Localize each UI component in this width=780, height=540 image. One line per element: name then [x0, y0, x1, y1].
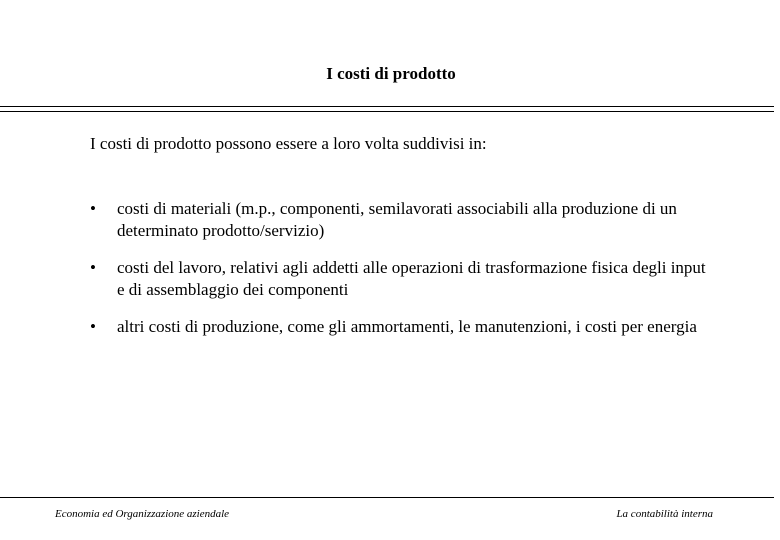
bullet-text: costi di materiali (m.p., componenti, semilavorati associabili alla produzione di un determinato prodotto/servizio)	[117, 199, 677, 240]
bullet-icon: •	[90, 317, 96, 336]
slide-title: I costi di prodotto	[326, 64, 456, 83]
list-item	[90, 257, 710, 301]
title-divider-top	[0, 106, 774, 107]
bullet-icon: •	[90, 258, 96, 277]
footer-course-name: Economia ed Organizzazione aziendale	[55, 508, 230, 520]
title-divider-bottom	[0, 111, 774, 112]
bullet-text: costi del lavoro, relativi agli addetti alle operazioni di trasformazione fisica degli input e di assemblaggio dei componenti	[117, 258, 706, 299]
footer-divider	[0, 497, 774, 498]
bullet-text: altri costi di produzione, come gli ammortamenti, le manutenzioni, i costi per energia	[117, 317, 697, 336]
bullet-icon: •	[90, 199, 96, 218]
list-item	[90, 198, 710, 242]
footer-section-name: La contabilità interna	[616, 508, 713, 520]
intro-text: I costi di prodotto possono essere a loro volta suddivisi in:	[90, 134, 487, 153]
list-item	[90, 316, 710, 338]
bullet-list	[90, 198, 710, 353]
